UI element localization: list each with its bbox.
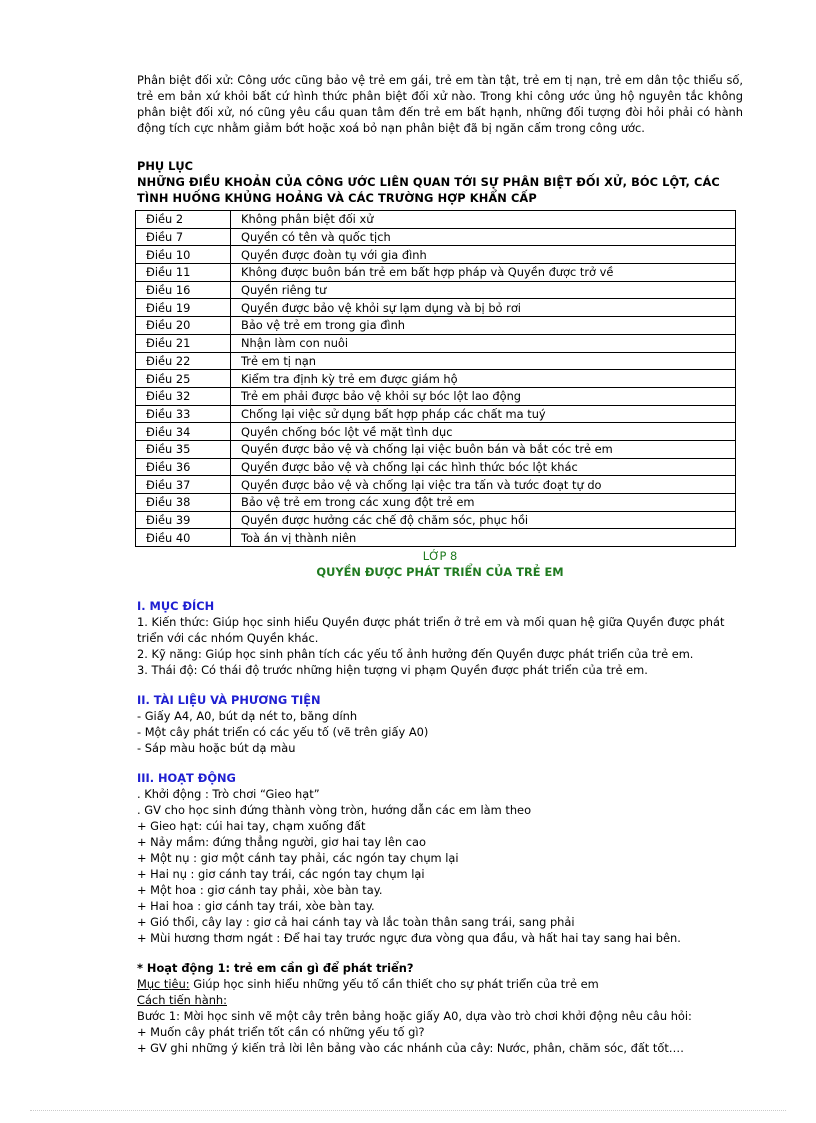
section-purpose-heading: I. MỤC ĐÍCH — [137, 599, 215, 614]
appendix-heading: NHỮNG ĐIỀU KHOẢN CỦA CÔNG ƯỚC LIÊN QUAN TỚI SỰ PHÂN BIỆT ĐỐI XỬ, BÓC LỘT, CÁC TÌNH HUỐNG KHỦNG HOẢNG VÀ CÁC TRƯỜNG HỢP KHẨN CẤP — [137, 175, 720, 205]
article-description: Quyền được bảo vệ và chống lại việc tra tấn và tước đoạt tự do — [231, 476, 736, 494]
activity-item: + Một nụ : giơ một cánh tay phải, các ngón tay chụm lại — [137, 851, 459, 866]
article-row — [136, 264, 736, 282]
activity-item: + Mùi hương thơm ngát : Để hai tay trước ngực đưa vòng qua đầu, và hất hai tay sang hai bên. — [137, 931, 681, 946]
article-row — [136, 246, 736, 264]
article-description: Trẻ em phải được bảo vệ khỏi sự bóc lột lao động — [231, 387, 736, 405]
article-number: Điều 2 — [136, 211, 231, 229]
article-description: Bảo vệ trẻ em trong gia đình — [231, 317, 736, 335]
article-description: Trẻ em tị nạn — [231, 352, 736, 370]
article-description: Quyền có tên và quốc tịch — [231, 228, 736, 246]
intro-paragraph: Phân biệt đối xử: Công ước cũng bảo vệ trẻ em gái, trẻ em tàn tật, trẻ em tị nạn, trẻ em dân tộc thiểu số, trẻ em bản xứ khỏi bất cứ hình thức phân biệt đối xử nào. Trong khi công ước ủng hộ nguyên tắc không phân biệt đối xử, nó cũng yêu cầu quan tâm đến trẻ em bất hạnh, những đối tượng đòi hỏi phải có hành động tích cực nhằm giảm bớt hoặc xoá bỏ nạn phân biệt đã bị ngăn cấm trong công ước. — [137, 73, 743, 135]
article-row — [136, 281, 736, 299]
activity-item: . Khởi động : Trò chơi “Gieo hạt” — [137, 787, 320, 802]
article-number: Điều 21 — [136, 334, 231, 352]
appendix-title: PHỤ LỤC — [137, 159, 193, 173]
article-description: Quyền chống bóc lột về mặt tình dục — [231, 423, 736, 441]
activity-item: + Một hoa : giơ cánh tay phải, xòe bàn tay. — [137, 883, 383, 898]
article-number: Điều 7 — [136, 228, 231, 246]
section-materials-list — [137, 708, 743, 756]
article-row — [136, 529, 736, 547]
article-number: Điều 16 — [136, 281, 231, 299]
articles-table — [135, 210, 736, 547]
activity-item: + Gió thổi, cây lay : giơ cả hai cánh tay và lắc toàn thân sang trái, sang phải — [137, 915, 575, 930]
article-number: Điều 20 — [136, 317, 231, 335]
article-number: Điều 10 — [136, 246, 231, 264]
section-materials-heading: II. TÀI LIỆU VÀ PHƯƠNG TIỆN — [137, 693, 321, 708]
article-description: Quyền riêng tư — [231, 281, 736, 299]
activity-1-step: + GV ghi những ý kiến trả lời lên bảng vào các nhánh của cây: Nước, phân, chăm sóc, đất tốt…. — [137, 1041, 684, 1056]
page-bottom-divider — [30, 1110, 786, 1111]
article-row — [136, 387, 736, 405]
article-description: Nhận làm con nuôi — [231, 334, 736, 352]
activity-item: + Nảy mầm: đứng thẳng người, giơ hai tay lên cao — [137, 835, 426, 850]
article-number: Điều 39 — [136, 511, 231, 529]
goal-text: Giúp học sinh hiểu những yếu tố cần thiết cho sự phát triển của trẻ em — [189, 977, 599, 992]
article-number: Điều 32 — [136, 387, 231, 405]
article-row — [136, 299, 736, 317]
article-description: Quyền được bảo vệ khỏi sự lạm dụng và bị bỏ rơi — [231, 299, 736, 317]
materials-item: - Sáp màu hoặc bút dạ màu — [137, 741, 296, 756]
article-description: Quyền được bảo vệ và chống lại các hình thức bóc lột khác — [231, 458, 736, 476]
article-row — [136, 458, 736, 476]
article-number: Điều 25 — [136, 370, 231, 388]
activity-item: . GV cho học sinh đứng thành vòng tròn, hướng dẫn các em làm theo — [137, 803, 532, 818]
article-description: Quyền được hưởng các chế độ chăm sóc, phục hồi — [231, 511, 736, 529]
article-description: Quyền được đoàn tụ với gia đình — [231, 246, 736, 264]
article-row — [136, 405, 736, 423]
article-number: Điều 34 — [136, 423, 231, 441]
article-number: Điều 11 — [136, 264, 231, 282]
article-number: Điều 22 — [136, 352, 231, 370]
article-description: Không được buôn bán trẻ em bất hợp pháp và Quyền được trở về — [231, 264, 736, 282]
document-page — [137, 72, 743, 1056]
activity-1-step: + Muốn cây phát triển tốt cần có những yếu tố gì? — [137, 1025, 425, 1040]
activity-item: + Hai nụ : giơ cánh tay trái, các ngón tay chụm lại — [137, 867, 425, 882]
activity-item: + Hai hoa : giơ cánh tay trái, xòe bàn tay. — [137, 899, 375, 914]
activity-1-step: Bước 1: Mời học sinh vẽ một cây trên bảng hoặc giấy A0, dựa vào trò chơi khởi động nêu câu hỏi: — [137, 1009, 692, 1024]
article-row — [136, 352, 736, 370]
article-row — [136, 494, 736, 512]
article-row — [136, 440, 736, 458]
article-row — [136, 317, 736, 335]
article-description: Chống lại việc sử dụng bất hợp pháp các chất ma tuý — [231, 405, 736, 423]
activity-1-goal — [137, 976, 743, 992]
goal-label: Mục tiêu: — [137, 977, 190, 992]
activity-1-title: * Hoạt động 1: trẻ em cần gì để phát triển? — [137, 961, 414, 976]
article-description: Toà án vị thành niên — [231, 529, 736, 547]
materials-item: - Giấy A4, A0, bút dạ nét to, băng dính — [137, 709, 358, 724]
article-number: Điều 37 — [136, 476, 231, 494]
article-description: Bảo vệ trẻ em trong các xung đột trẻ em — [231, 494, 736, 512]
section-purpose-list — [137, 614, 743, 678]
article-row — [136, 370, 736, 388]
article-number: Điều 40 — [136, 529, 231, 547]
lesson-grade: LỚP 8 — [422, 549, 458, 564]
lesson-title: QUYỀN ĐƯỢC PHÁT TRIỂN CỦA TRẺ EM — [316, 565, 564, 580]
section-activities-list — [137, 786, 743, 946]
article-row — [136, 228, 736, 246]
article-row — [136, 476, 736, 494]
purpose-item: 1. Kiến thức: Giúp học sinh hiểu Quyền được phát triển ở trẻ em và mối quan hệ giữa Quyền được phát triển với các nhóm Quyền khác. — [137, 615, 725, 646]
article-number: Điều 35 — [136, 440, 231, 458]
activity-1-method-label: Cách tiến hành: — [137, 993, 227, 1008]
section-activities-heading: III. HOẠT ĐỘNG — [137, 771, 236, 786]
article-description: Kiểm tra định kỳ trẻ em được giám hộ — [231, 370, 736, 388]
article-row — [136, 211, 736, 229]
materials-item: - Một cây phát triển có các yếu tố (vẽ trên giấy A0) — [137, 725, 429, 740]
purpose-item: 2. Kỹ năng: Giúp học sinh phân tích các yếu tố ảnh hưởng đến Quyền được phát triển của trẻ em. — [137, 647, 694, 662]
article-number: Điều 33 — [136, 405, 231, 423]
article-number: Điều 38 — [136, 494, 231, 512]
article-row — [136, 334, 736, 352]
article-number: Điều 19 — [136, 299, 231, 317]
purpose-item: 3. Thái độ: Có thái độ trước những hiện tượng vi phạm Quyền được phát triển của trẻ em. — [137, 663, 648, 678]
activity-item: + Gieo hạt: cúi hai tay, chạm xuống đất — [137, 819, 366, 834]
article-row — [136, 511, 736, 529]
article-number: Điều 36 — [136, 458, 231, 476]
article-description: Quyền được bảo vệ và chống lại việc buôn bán và bắt cóc trẻ em — [231, 440, 736, 458]
article-row — [136, 423, 736, 441]
article-description: Không phân biệt đối xử — [231, 211, 736, 229]
